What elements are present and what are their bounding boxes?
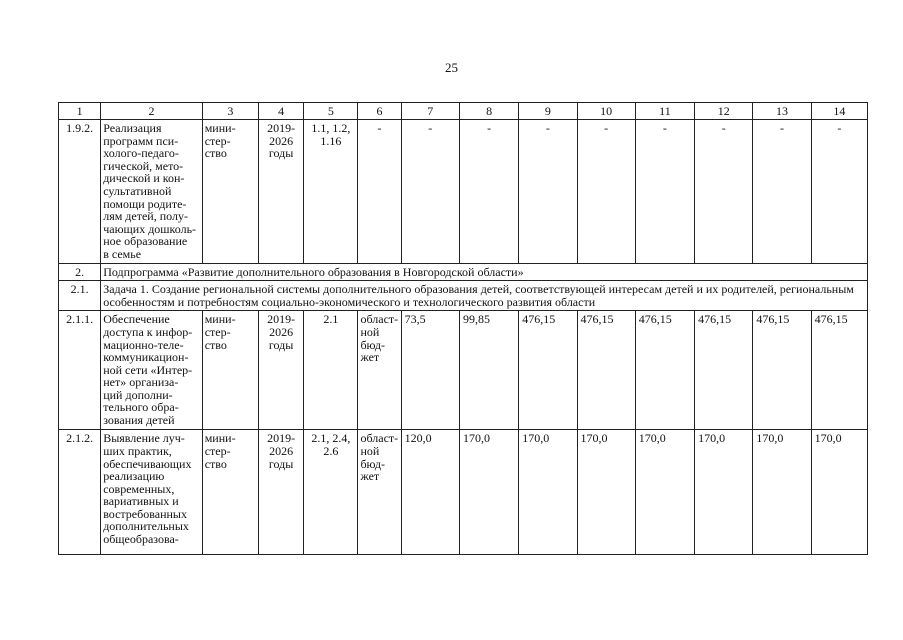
text-line: коммуникацион- <box>103 350 189 365</box>
text-line: 2.1, 2.4, <box>311 431 351 446</box>
text-line: ство <box>204 146 227 161</box>
value-cell: 73,5 <box>401 311 459 430</box>
text-line: мини- <box>204 312 236 327</box>
text-line: 2.1 <box>323 312 339 327</box>
target-indicators <box>304 430 358 555</box>
text-line: област- <box>360 312 399 327</box>
text-line: мационно-теле- <box>103 337 184 352</box>
value-cell: - <box>459 120 518 264</box>
text-line: бюд- <box>360 337 386 352</box>
text-line: ших практик, <box>103 443 172 458</box>
text-line: стер- <box>204 133 231 148</box>
text-line: стер- <box>204 324 231 339</box>
text-line: доступа к инфор- <box>103 324 193 339</box>
header-cell: 10 <box>577 103 635 120</box>
value-cell: - <box>401 120 459 264</box>
executor <box>202 430 258 555</box>
header-cell: 12 <box>695 103 753 120</box>
header-cell: 8 <box>459 103 518 120</box>
value-cell: 476,15 <box>635 311 694 430</box>
value-cell: 476,15 <box>753 311 811 430</box>
subprogram-title: Подпрограмма «Развитие дополнительного образования в Новгородской области» <box>101 263 868 281</box>
text-line: обеспечивающих <box>103 456 192 471</box>
text-line: 2.6 <box>323 443 339 458</box>
activity-name <box>101 120 203 264</box>
row-number: 1.9.2. <box>59 120 101 264</box>
text-line: чающих дошколь- <box>103 221 197 236</box>
text-line: программ пси- <box>103 133 179 148</box>
section-row-2 <box>59 263 868 281</box>
value-cell: 476,15 <box>811 311 867 430</box>
executor <box>202 120 258 264</box>
text-line: 1.1, 1.2, <box>311 121 351 135</box>
header-cell: 2 <box>101 103 203 120</box>
text-line: 2019- <box>267 431 296 446</box>
target-indicators <box>304 311 358 430</box>
row-number: 2.1.1. <box>59 311 101 430</box>
text-line: жет <box>360 350 380 365</box>
text-line: нет» организа- <box>103 375 179 390</box>
target-indicators <box>304 120 358 264</box>
table-row-1-9-2 <box>59 120 868 264</box>
value-cell: 170,0 <box>519 430 577 555</box>
text-line: ной сети «Интер- <box>103 362 193 377</box>
value-cell: - <box>811 120 867 264</box>
period <box>258 311 303 430</box>
page-number: 25 <box>445 60 458 75</box>
text-line: современных, <box>103 481 175 496</box>
header-cell: 7 <box>401 103 459 120</box>
text-line: бюд- <box>360 456 386 471</box>
text-line: в семье <box>103 246 142 261</box>
budget-table <box>58 102 868 555</box>
text-line: 2026 <box>269 133 294 148</box>
value-cell: 476,15 <box>577 311 635 430</box>
row-number: 2. <box>59 263 101 281</box>
header-cell: 6 <box>358 103 401 120</box>
value-cell: 170,0 <box>577 430 635 555</box>
value-cell: - <box>635 120 694 264</box>
text-line: ной <box>360 443 380 458</box>
header-row <box>59 103 868 120</box>
funding-source: - <box>358 120 401 264</box>
value-cell: 170,0 <box>811 430 867 555</box>
header-cell: 13 <box>753 103 811 120</box>
text-line: ций дополни- <box>103 387 173 402</box>
text-line: 2019- <box>267 312 296 327</box>
header-cell: 3 <box>202 103 258 120</box>
value-cell: 170,0 <box>753 430 811 555</box>
text-line: Выявление луч- <box>103 431 185 446</box>
executor <box>202 311 258 430</box>
header-cell: 11 <box>635 103 694 120</box>
text-line: годы <box>268 456 294 471</box>
text-line: 2026 <box>269 324 294 339</box>
text-line: лям детей, полу- <box>103 209 188 224</box>
period <box>258 120 303 264</box>
value-cell: - <box>753 120 811 264</box>
text-line: гической, мето- <box>103 158 184 173</box>
text-line: жет <box>360 469 380 484</box>
text-line: дической и кон- <box>103 171 185 186</box>
text-line: дополнительных <box>103 519 189 534</box>
header-cell: 4 <box>258 103 303 120</box>
value-cell: - <box>695 120 753 264</box>
header-cell: 9 <box>519 103 577 120</box>
text-line: ное образование <box>103 234 188 249</box>
text-line: вариативных и <box>103 494 179 509</box>
section-row-2-1 <box>59 281 868 311</box>
activity-name <box>101 311 203 430</box>
text-line: тельного обра- <box>103 400 179 415</box>
header-cell: 1 <box>59 103 101 120</box>
text-line: помощи родите- <box>103 196 187 211</box>
header-cell: 14 <box>811 103 867 120</box>
text-line: 2026 <box>269 443 294 458</box>
value-cell: 170,0 <box>459 430 518 555</box>
text-line: стер- <box>204 443 231 458</box>
text-line: общеобразова- <box>103 532 179 547</box>
value-cell: 170,0 <box>635 430 694 555</box>
value-cell: - <box>519 120 577 264</box>
text-line: холого-педаго- <box>103 146 179 161</box>
text-line: мини- <box>204 431 236 446</box>
text-line: ство <box>204 456 227 471</box>
period <box>258 430 303 555</box>
funding-source <box>358 430 401 555</box>
text-line: зования детей <box>103 413 175 428</box>
value-cell: 99,85 <box>459 311 518 430</box>
value-cell: 170,0 <box>695 430 753 555</box>
text-line: Обеспечение <box>103 312 170 327</box>
funding-source <box>358 311 401 430</box>
header-cell: 5 <box>304 103 358 120</box>
text-line: Реализация <box>103 121 162 135</box>
text-line: годы <box>268 146 294 161</box>
text-line: област- <box>360 431 399 446</box>
table-row-2-1-1 <box>59 311 868 430</box>
text-line: годы <box>268 337 294 352</box>
row-number: 2.1.2. <box>59 430 101 555</box>
text-line: ство <box>204 337 227 352</box>
value-cell: - <box>577 120 635 264</box>
text-line: реализацию <box>103 469 165 484</box>
value-cell: 476,15 <box>519 311 577 430</box>
text-line: востребованных <box>103 506 187 521</box>
table-row-2-1-2 <box>59 430 868 555</box>
activity-name <box>101 430 203 555</box>
text-line: мини- <box>204 121 236 135</box>
text-line: ной <box>360 324 380 339</box>
value-cell: 476,15 <box>695 311 753 430</box>
text-line: 2019- <box>267 121 296 135</box>
text-line: 1.16 <box>320 133 342 148</box>
text-line: сультативной <box>103 183 172 198</box>
task-title: Задача 1. Создание региональной системы дополнительного образования детей, соответствующей интересам детей и их родителей, региональным особенностям и потребностям социально-экономического и технологического развития области <box>101 281 868 311</box>
row-number: 2.1. <box>59 281 101 311</box>
value-cell: 120,0 <box>401 430 459 555</box>
